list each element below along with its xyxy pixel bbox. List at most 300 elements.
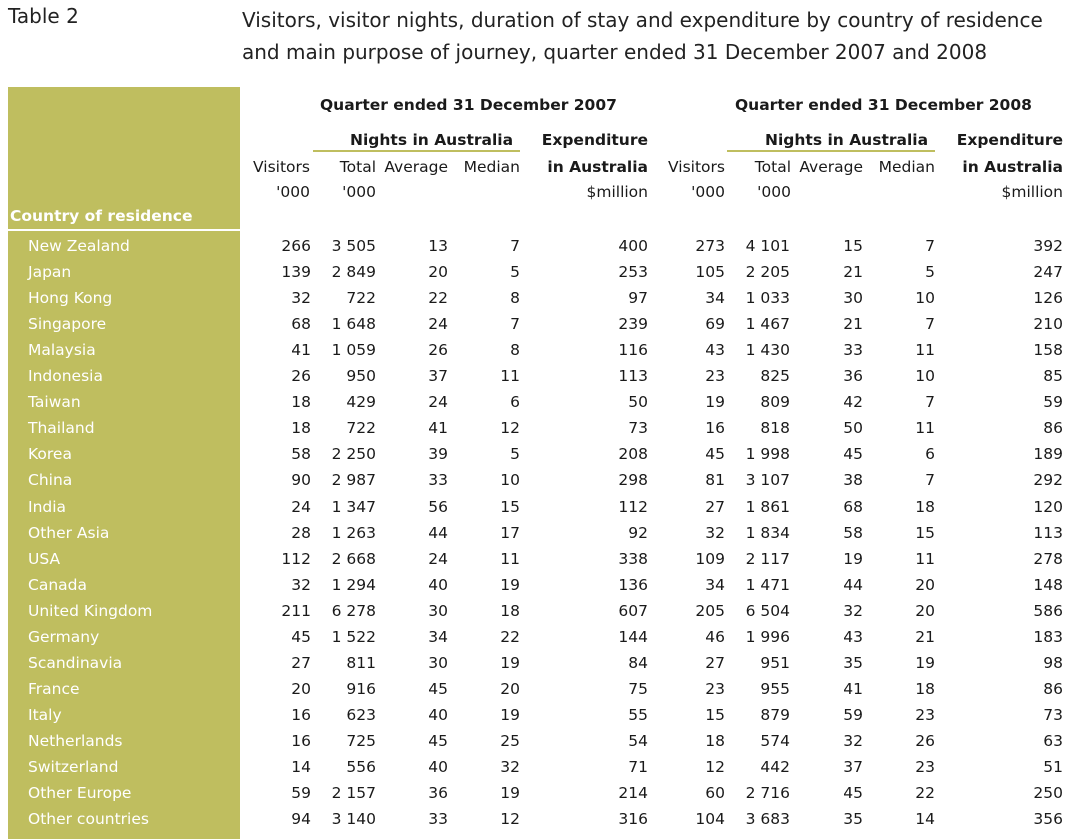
- nights-2008-header: Nights in Australia: [765, 131, 929, 149]
- average-nights-2008-cell: 58: [843, 523, 863, 542]
- median-nights-2008-cell: 7: [925, 237, 935, 255]
- expenditure-2008-cell: 210: [1033, 315, 1063, 334]
- visitors-2007-cell: 14: [291, 758, 311, 776]
- median-nights-2008-cell: 15: [915, 523, 935, 542]
- average-nights-2007-cell: 44: [428, 523, 448, 542]
- total-nights-2008-cell: 1 467: [745, 315, 790, 334]
- total-nights-2007-cell: 1 522: [331, 627, 376, 646]
- quarter-2007-header: Quarter ended 31 December 2007: [320, 96, 617, 114]
- visitors-2008-cell: 23: [705, 679, 725, 698]
- country-name: Other countries: [28, 810, 149, 829]
- total-nights-2008-cell: 2 716: [745, 784, 790, 803]
- expenditure-2007-header: Expenditure: [541, 131, 648, 149]
- country-name: Korea: [28, 445, 72, 464]
- average-nights-2008-cell: 33: [843, 341, 863, 360]
- total-nights-2008-cell: 955: [760, 679, 790, 698]
- country-name: Other Asia: [28, 523, 110, 542]
- table-row: [0, 598, 1091, 624]
- total-nights-2008-cell: 1 996: [745, 627, 790, 646]
- average-nights-2007-cell: 34: [428, 627, 448, 646]
- average-nights-2007-cell: 37: [428, 367, 448, 386]
- average-nights-2007-cell: 24: [428, 393, 448, 412]
- visitors-2007-cell: 18: [291, 419, 311, 438]
- expenditure-2007-cell: 607: [618, 601, 648, 620]
- table-row: [0, 233, 1091, 259]
- country-name: New Zealand: [28, 237, 130, 255]
- expenditure-2007-cell: 253: [618, 263, 648, 282]
- average-nights-2007-cell: 20: [428, 263, 448, 282]
- expenditure-2008-cell: 59: [1043, 393, 1063, 412]
- median-nights-2008-cell: 19: [915, 653, 935, 672]
- total-nights-2007-cell: 429: [346, 393, 376, 412]
- country-name: Hong Kong: [28, 289, 113, 308]
- average-nights-2008-cell: 35: [843, 653, 863, 672]
- country-name: Singapore: [28, 315, 107, 334]
- average-nights-2008-cell: 68: [843, 497, 863, 516]
- expenditure-2007-cell: 75: [628, 679, 648, 698]
- expenditure-2008-cell: 247: [1033, 263, 1063, 282]
- visitors-2008-cell: 81: [705, 471, 725, 490]
- nights-2008-rule: [727, 150, 935, 152]
- median-nights-2008-cell: 18: [915, 497, 935, 516]
- visitors-2007-cell: 90: [291, 471, 311, 490]
- total-nights-2007-cell: 556: [346, 758, 376, 776]
- country-name: Malaysia: [28, 341, 96, 360]
- average-nights-2008-cell: 50: [843, 419, 863, 438]
- expenditure-2007-cell: 338: [618, 549, 648, 568]
- smillion-2007-header: $million: [586, 183, 648, 201]
- country-name: Switzerland: [28, 758, 119, 776]
- average-nights-2008-cell: 59: [843, 705, 863, 724]
- expenditure-2008-cell: 86: [1043, 419, 1063, 438]
- total-nights-2007-cell: 722: [346, 289, 376, 308]
- average-nights-2007-cell: 30: [428, 601, 448, 620]
- visitors-2007-cell: 16: [291, 705, 311, 724]
- expenditure-2007-cell: 54: [628, 731, 648, 750]
- total-nights-2008-cell: 818: [760, 419, 790, 438]
- total-nights-2008-cell: 1 033: [745, 289, 790, 308]
- expenditure-2008-cell: 183: [1033, 627, 1063, 646]
- median-nights-2008-cell: 7: [925, 393, 935, 412]
- total-nights-2008-cell: 442: [760, 758, 790, 776]
- visitors-2007-cell: 16: [291, 731, 311, 750]
- expenditure-2008-cell: 63: [1043, 731, 1063, 750]
- expenditure-2008-cell: 85: [1043, 367, 1063, 386]
- total-nights-2007-cell: 2 157: [331, 784, 376, 803]
- visitors-2007-cell: 32: [291, 289, 311, 308]
- visitors-2008-cell: 43: [705, 341, 725, 360]
- table-row: [0, 702, 1091, 728]
- visitors-2007-cell: 32: [291, 575, 311, 594]
- median-nights-2007-cell: 8: [510, 341, 520, 360]
- country-name: India: [28, 497, 67, 516]
- average-nights-2008-cell: 35: [843, 810, 863, 829]
- total-nights-2007-cell: 2 668: [331, 549, 376, 568]
- total-nights-2007-cell: 950: [346, 367, 376, 386]
- average-nights-2008-cell: 15: [843, 237, 863, 255]
- median-nights-2007-cell: 15: [500, 497, 520, 516]
- expenditure-2007-cell: 239: [618, 315, 648, 334]
- total-nights-2008-cell: 809: [760, 393, 790, 412]
- table-row: [0, 441, 1091, 467]
- median-nights-2007-cell: 6: [510, 393, 520, 412]
- visitors-2008-cell: 27: [705, 497, 725, 516]
- visitors-2007-cell: 27: [291, 653, 311, 672]
- table-row: [0, 311, 1091, 337]
- expenditure-2007-cell: 55: [628, 705, 648, 724]
- country-name: Netherlands: [28, 731, 123, 750]
- total-nights-2008-cell: 2 117: [745, 549, 790, 568]
- table-row: [0, 624, 1091, 650]
- average-nights-2008-cell: 21: [843, 263, 863, 282]
- median-nights-2008-cell: 20: [915, 575, 935, 594]
- visitors-2008-unit: '000: [691, 183, 725, 201]
- average-nights-2007-cell: 40: [428, 758, 448, 776]
- table-row: [0, 676, 1091, 702]
- total-nights-2007-cell: 722: [346, 419, 376, 438]
- title-line-1: Visitors, visitor nights, duration of stay and expenditure by country of residence: [242, 8, 1043, 32]
- table-row: [0, 415, 1091, 441]
- total-nights-2008-cell: 879: [760, 705, 790, 724]
- table-row: [0, 363, 1091, 389]
- total-nights-2007-cell: 2 849: [331, 263, 376, 282]
- average-nights-2008-cell: 32: [843, 731, 863, 750]
- total-nights-2007-cell: 725: [346, 731, 376, 750]
- table-row: [0, 520, 1091, 546]
- average-nights-2007-cell: 33: [428, 810, 448, 829]
- median-nights-2007-cell: 20: [500, 679, 520, 698]
- expenditure-2007-cell: 73: [628, 419, 648, 438]
- country-name: Japan: [28, 263, 72, 282]
- total-nights-2007-cell: 3 140: [331, 810, 376, 829]
- visitors-2007-cell: 58: [291, 445, 311, 464]
- median-nights-2008-cell: 22: [915, 784, 935, 803]
- table-row: [0, 494, 1091, 520]
- expenditure-2007-cell: 92: [628, 523, 648, 542]
- total-nights-2007-cell: 2 987: [331, 471, 376, 490]
- average-nights-2007-cell: 13: [428, 237, 448, 255]
- country-name: Thailand: [28, 419, 95, 438]
- median-nights-2007-cell: 8: [510, 289, 520, 308]
- visitors-2008-cell: 46: [705, 627, 725, 646]
- median-nights-2007-cell: 32: [500, 758, 520, 776]
- average-nights-2007-cell: 24: [428, 549, 448, 568]
- expenditure-2008-cell: 126: [1033, 289, 1063, 308]
- median-nights-2007-cell: 5: [510, 445, 520, 464]
- visitors-2007-cell: 59: [291, 784, 311, 803]
- average-nights-2007-cell: 56: [428, 497, 448, 516]
- total-nights-2007-cell: 3 505: [331, 237, 376, 255]
- country-name: Other Europe: [28, 784, 132, 803]
- expenditure-2007-cell: 400: [618, 237, 648, 255]
- total-nights-2008-cell: 951: [760, 653, 790, 672]
- visitors-2007-cell: 211: [281, 601, 311, 620]
- average-nights-2008-cell: 42: [843, 393, 863, 412]
- total-nights-2008-cell: 1 861: [745, 497, 790, 516]
- expenditure-2008-cell: 278: [1033, 549, 1063, 568]
- visitors-2008-cell: 104: [695, 810, 725, 829]
- total-nights-2008-cell: 4 101: [745, 237, 790, 255]
- median-nights-2008-cell: 7: [925, 471, 935, 490]
- table-row: [0, 389, 1091, 415]
- table-row: [0, 728, 1091, 754]
- total-2008-header: Total: [754, 158, 791, 176]
- median-nights-2007-cell: 12: [500, 810, 520, 829]
- median-nights-2008-cell: 23: [915, 758, 935, 776]
- total-nights-2008-cell: 1 471: [745, 575, 790, 594]
- nights-2007-header: Nights in Australia: [350, 131, 514, 149]
- table-row: [0, 259, 1091, 285]
- average-nights-2007-cell: 39: [428, 445, 448, 464]
- total-nights-2007-cell: 1 347: [331, 497, 376, 516]
- median-2008-header: Median: [878, 158, 935, 176]
- expenditure-2008-cell: 120: [1033, 497, 1063, 516]
- country-name: Canada: [28, 575, 87, 594]
- visitors-2008-cell: 34: [705, 289, 725, 308]
- visitors-2008-cell: 12: [705, 758, 725, 776]
- median-nights-2007-cell: 11: [500, 549, 520, 568]
- table-row: [0, 337, 1091, 363]
- median-nights-2007-cell: 17: [500, 523, 520, 542]
- expenditure-2007-cell: 84: [628, 653, 648, 672]
- median-nights-2008-cell: 7: [925, 315, 935, 334]
- average-nights-2007-cell: 33: [428, 471, 448, 490]
- country-name: United Kingdom: [28, 601, 153, 620]
- total-nights-2008-cell: 2 205: [745, 263, 790, 282]
- visitors-2008-cell: 19: [705, 393, 725, 412]
- visitors-2007-cell: 24: [291, 497, 311, 516]
- median-nights-2008-cell: 10: [915, 289, 935, 308]
- median-nights-2008-cell: 11: [915, 549, 935, 568]
- nights-2007-rule: [313, 150, 520, 152]
- expenditure-2007-cell: 50: [628, 393, 648, 412]
- smillion-2008-header: $million: [1001, 183, 1063, 201]
- country-name: Taiwan: [28, 393, 81, 412]
- median-2007-header: Median: [463, 158, 520, 176]
- table-title: [242, 4, 1072, 68]
- expenditure-2008-cell: 158: [1033, 341, 1063, 360]
- visitors-2008-cell: 60: [705, 784, 725, 803]
- total-nights-2008-cell: 1 998: [745, 445, 790, 464]
- average-nights-2007-cell: 30: [428, 653, 448, 672]
- visitors-2007-cell: 68: [291, 315, 311, 334]
- average-nights-2008-cell: 36: [843, 367, 863, 386]
- total-nights-2007-cell: 1 294: [331, 575, 376, 594]
- average-nights-2007-cell: 41: [428, 419, 448, 438]
- average-nights-2008-cell: 19: [843, 549, 863, 568]
- expenditure-2007-cell: 316: [618, 810, 648, 829]
- quarter-2008-header: Quarter ended 31 December 2008: [735, 96, 1032, 114]
- median-nights-2008-cell: 21: [915, 627, 935, 646]
- expenditure-2008-header: Expenditure: [956, 131, 1063, 149]
- expenditure-2008-cell: 586: [1033, 601, 1063, 620]
- average-nights-2008-cell: 43: [843, 627, 863, 646]
- median-nights-2007-cell: 19: [500, 575, 520, 594]
- table-row: [0, 546, 1091, 572]
- total-nights-2007-cell: 811: [346, 653, 376, 672]
- total-2007-header: Total: [339, 158, 376, 176]
- median-nights-2008-cell: 5: [925, 263, 935, 282]
- total-nights-2007-cell: 916: [346, 679, 376, 698]
- average-nights-2008-cell: 30: [843, 289, 863, 308]
- expenditure-2007-cell: 71: [628, 758, 648, 776]
- visitors-2008-cell: 34: [705, 575, 725, 594]
- expenditure-2008-cell: 392: [1033, 237, 1063, 255]
- visitors-2008-cell: 27: [705, 653, 725, 672]
- median-nights-2007-cell: 10: [500, 471, 520, 490]
- in-australia-2007-header: in Australia: [547, 158, 648, 176]
- total-2008-unit: '000: [757, 183, 791, 201]
- total-nights-2007-cell: 1 263: [331, 523, 376, 542]
- total-nights-2008-cell: 3 107: [745, 471, 790, 490]
- expenditure-2008-cell: 148: [1033, 575, 1063, 594]
- total-nights-2008-cell: 1 834: [745, 523, 790, 542]
- visitors-2007-cell: 94: [291, 810, 311, 829]
- visitors-2008-cell: 109: [695, 549, 725, 568]
- median-nights-2008-cell: 11: [915, 419, 935, 438]
- visitors-2008-cell: 273: [695, 237, 725, 255]
- median-nights-2007-cell: 19: [500, 784, 520, 803]
- expenditure-2008-cell: 189: [1033, 445, 1063, 464]
- median-nights-2007-cell: 11: [500, 367, 520, 386]
- expenditure-2007-cell: 113: [618, 367, 648, 386]
- expenditure-2007-cell: 116: [618, 341, 648, 360]
- average-nights-2008-cell: 41: [843, 679, 863, 698]
- expenditure-2008-cell: 250: [1033, 784, 1063, 803]
- expenditure-2008-cell: 356: [1033, 810, 1063, 829]
- visitors-2008-cell: 18: [705, 731, 725, 750]
- total-nights-2008-cell: 6 504: [745, 601, 790, 620]
- country-name: Scandinavia: [28, 653, 123, 672]
- median-nights-2008-cell: 20: [915, 601, 935, 620]
- average-nights-2007-cell: 22: [428, 289, 448, 308]
- visitors-2007-cell: 26: [291, 367, 311, 386]
- total-nights-2008-cell: 1 430: [745, 341, 790, 360]
- country-name: Indonesia: [28, 367, 103, 386]
- visitors-2007-cell: 20: [291, 679, 311, 698]
- total-nights-2008-cell: 825: [760, 367, 790, 386]
- median-nights-2008-cell: 14: [915, 810, 935, 829]
- average-nights-2007-cell: 24: [428, 315, 448, 334]
- country-name: Italy: [28, 705, 62, 724]
- country-name: France: [28, 679, 80, 698]
- total-nights-2007-cell: 1 059: [331, 341, 376, 360]
- table-row: [0, 780, 1091, 806]
- visitors-2007-cell: 266: [281, 237, 311, 255]
- average-nights-2007-cell: 45: [428, 679, 448, 698]
- total-2007-unit: '000: [342, 183, 376, 201]
- country-header-divider: [8, 229, 240, 231]
- average-nights-2007-cell: 45: [428, 731, 448, 750]
- country-column-header: Country of residence: [10, 207, 193, 225]
- expenditure-2008-cell: 98: [1043, 653, 1063, 672]
- expenditure-2008-cell: 73: [1043, 705, 1063, 724]
- expenditure-2007-cell: 144: [618, 627, 648, 646]
- median-nights-2008-cell: 18: [915, 679, 935, 698]
- total-nights-2008-cell: 3 683: [745, 810, 790, 829]
- average-nights-2007-cell: 40: [428, 575, 448, 594]
- table-row: [0, 650, 1091, 676]
- visitors-2008-cell: 32: [705, 523, 725, 542]
- median-nights-2008-cell: 6: [925, 445, 935, 464]
- median-nights-2007-cell: 25: [500, 731, 520, 750]
- visitors-2008-cell: 69: [705, 315, 725, 334]
- table-row: [0, 467, 1091, 493]
- expenditure-2007-cell: 136: [618, 575, 648, 594]
- average-nights-2007-cell: 26: [428, 341, 448, 360]
- average-2007-header: Average: [384, 158, 448, 176]
- table-row: [0, 572, 1091, 598]
- average-nights-2008-cell: 37: [843, 758, 863, 776]
- median-nights-2008-cell: 10: [915, 367, 935, 386]
- visitors-2008-cell: 105: [695, 263, 725, 282]
- expenditure-2008-cell: 51: [1043, 758, 1063, 776]
- median-nights-2008-cell: 26: [915, 731, 935, 750]
- average-nights-2008-cell: 45: [843, 784, 863, 803]
- expenditure-2007-cell: 214: [618, 784, 648, 803]
- country-name: USA: [28, 549, 61, 568]
- visitors-2007-cell: 45: [291, 627, 311, 646]
- visitors-2008-cell: 16: [705, 419, 725, 438]
- median-nights-2008-cell: 11: [915, 341, 935, 360]
- table-label: Table 2: [8, 4, 79, 28]
- visitors-2007-cell: 112: [281, 549, 311, 568]
- total-nights-2007-cell: 623: [346, 705, 376, 724]
- total-nights-2007-cell: 6 278: [331, 601, 376, 620]
- table-row: [0, 285, 1091, 311]
- average-nights-2007-cell: 40: [428, 705, 448, 724]
- total-nights-2008-cell: 574: [760, 731, 790, 750]
- expenditure-2008-cell: 292: [1033, 471, 1063, 490]
- average-nights-2008-cell: 21: [843, 315, 863, 334]
- median-nights-2007-cell: 12: [500, 419, 520, 438]
- visitors-2008-cell: 23: [705, 367, 725, 386]
- median-nights-2007-cell: 5: [510, 263, 520, 282]
- average-nights-2007-cell: 36: [428, 784, 448, 803]
- table-row: [0, 754, 1091, 780]
- visitors-2008-header: Visitors: [668, 158, 725, 176]
- median-nights-2007-cell: 22: [500, 627, 520, 646]
- title-line-2: and main purpose of journey, quarter ended 31 December 2007 and 2008: [242, 40, 988, 64]
- expenditure-2008-cell: 113: [1033, 523, 1063, 542]
- total-nights-2007-cell: 1 648: [331, 315, 376, 334]
- average-nights-2008-cell: 38: [843, 471, 863, 490]
- expenditure-2007-cell: 112: [618, 497, 648, 516]
- visitors-2008-cell: 205: [695, 601, 725, 620]
- median-nights-2007-cell: 18: [500, 601, 520, 620]
- total-nights-2007-cell: 2 250: [331, 445, 376, 464]
- visitors-2007-cell: 18: [291, 393, 311, 412]
- expenditure-2008-cell: 86: [1043, 679, 1063, 698]
- visitors-2008-cell: 45: [705, 445, 725, 464]
- country-name: China: [28, 471, 73, 490]
- visitors-2007-cell: 139: [281, 263, 311, 282]
- visitors-2007-header: Visitors: [253, 158, 310, 176]
- median-nights-2008-cell: 23: [915, 705, 935, 724]
- visitors-2007-cell: 41: [291, 341, 311, 360]
- table-row: [0, 806, 1091, 832]
- average-nights-2008-cell: 32: [843, 601, 863, 620]
- visitors-2008-cell: 15: [705, 705, 725, 724]
- country-name: Germany: [28, 627, 100, 646]
- expenditure-2007-cell: 97: [628, 289, 648, 308]
- expenditure-2007-cell: 208: [618, 445, 648, 464]
- expenditure-2007-cell: 298: [618, 471, 648, 490]
- in-australia-2008-header: in Australia: [962, 158, 1063, 176]
- median-nights-2007-cell: 19: [500, 705, 520, 724]
- average-nights-2008-cell: 44: [843, 575, 863, 594]
- median-nights-2007-cell: 7: [510, 237, 520, 255]
